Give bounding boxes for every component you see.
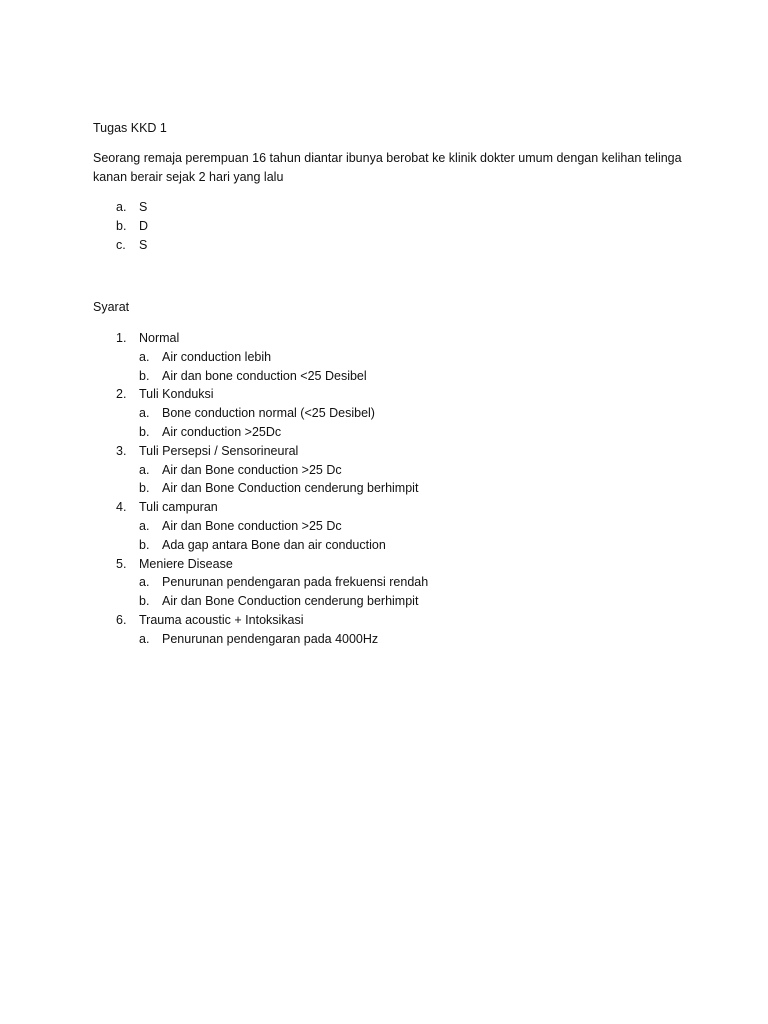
requirement-label: Meniere Disease [139,556,233,571]
sub-item-text: Air dan Bone conduction >25 Dc [162,462,342,477]
sub-item-text: Air dan Bone Conduction cenderung berhimpit [162,481,419,496]
sub-item-marker: b. [139,537,150,552]
sub-item-marker: a. [139,349,150,364]
requirement-label: Normal [139,331,180,345]
requirement-number: 1. [116,331,127,345]
list-marker: a. [116,200,127,214]
requirement-label: Tuli campuran [139,500,218,515]
sub-item-text: Air conduction >25Dc [162,424,282,439]
list-marker: b. [116,219,127,233]
sub-item-text: Air dan Bone conduction >25 Dc [162,518,342,533]
sub-item-text: Air dan bone conduction <25 Desibel [162,368,367,383]
sub-item-marker: a. [139,518,150,533]
requirement-number: 3. [116,443,127,458]
sub-item-text: Bone conduction normal (<25 Desibel) [162,406,375,421]
sub-item-marker: a. [139,462,150,477]
sub-item-marker: a. [139,406,150,421]
sub-item-text: Ada gap antara Bone dan air conduction [162,537,386,552]
list-item-text: D [139,219,149,233]
sub-item-text: Air dan Bone Conduction cenderung berhimpit [162,594,419,609]
requirement-number: 4. [116,500,127,515]
sub-item-text: Penurunan pendengaran pada frekuensi rendah [162,575,429,590]
list-marker: c. [116,238,126,252]
list-item-text: S [139,238,148,252]
sub-item-marker: a. [139,575,150,590]
intro-paragraph: Seorang remaja perempuan 16 tahun diantar ibunya berobat ke klinik dokter umum dengan kelihan telinga kanan berair sejak 2 hari yang lalu [93,151,682,184]
sub-item-marker: b. [139,594,150,609]
requirement-number: 6. [116,612,127,627]
sub-item-marker: b. [139,368,150,383]
requirement-number: 2. [116,387,127,402]
sub-item-marker: b. [139,481,150,496]
sub-item-marker: b. [139,424,150,439]
sub-item-text: Penurunan pendengaran pada 4000Hz [162,631,379,646]
sub-item-marker: a. [139,631,150,646]
requirement-number: 5. [116,556,127,571]
section-heading: Syarat [93,300,130,314]
sub-item-text: Air conduction lebih [162,349,272,364]
requirement-label: Trauma acoustic + Intoksikasi [139,612,304,627]
document-title: Tugas KKD 1 [93,121,167,135]
requirement-label: Tuli Konduksi [139,387,214,402]
list-item-text: S [139,200,148,214]
requirement-label: Tuli Persepsi / Sensorineural [139,443,299,458]
